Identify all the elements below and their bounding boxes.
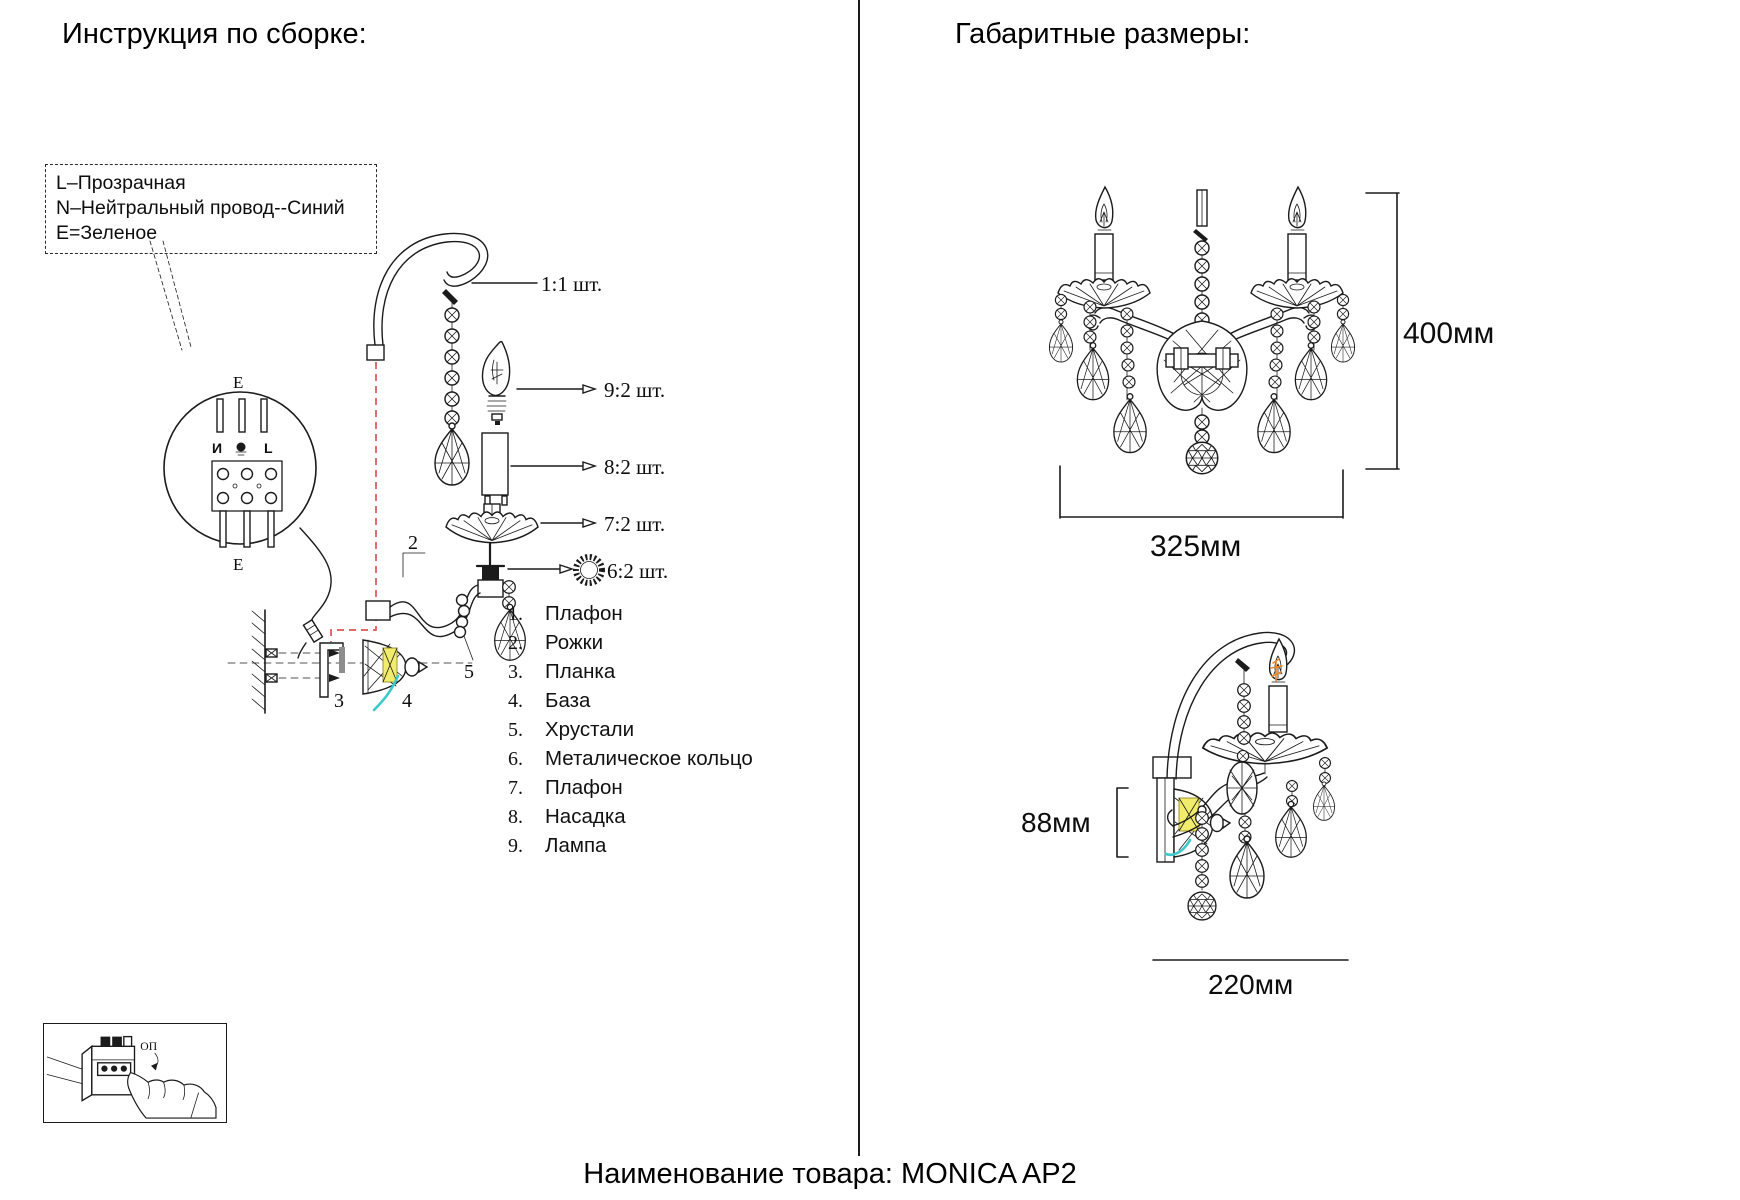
- side-right-crystals: [1276, 758, 1335, 858]
- dimension-depth-upper: [1021, 788, 1128, 857]
- ball-crystal: [1188, 892, 1216, 920]
- parts-list-item: 9. Лампа: [508, 834, 607, 857]
- front-view-drawing: [940, 150, 1560, 580]
- right-section-title: Габаритные размеры:: [955, 18, 1251, 50]
- product-title: [400, 1158, 1260, 1191]
- width-value: 325мм: [1150, 530, 1242, 563]
- wall-plate: [1157, 778, 1174, 862]
- depth-value: 220мм: [1208, 969, 1294, 1000]
- height-value: 400мм: [1403, 317, 1495, 350]
- candle-bulb-9: [482, 342, 665, 425]
- parts-list-item: 7. Плафон: [508, 776, 623, 799]
- ring-teeth: [576, 557, 602, 583]
- candle-left: [1095, 187, 1113, 280]
- circuit-breaker: [82, 1037, 134, 1101]
- bobeche-7: [446, 496, 665, 543]
- earth-symbol: [237, 443, 246, 452]
- supply-wire: [300, 528, 331, 624]
- legend-line-neutral: N–Нейтральный провод--Синий: [56, 196, 345, 219]
- callout-arm-qty: 1:1 шт.: [541, 272, 603, 296]
- terminal-top-label: E: [233, 373, 244, 392]
- dimension-width: [1060, 466, 1343, 563]
- crystal-basket: [1157, 321, 1247, 474]
- sconce-side-view: [1153, 632, 1335, 919]
- bobeche-right: [1251, 279, 1343, 308]
- parts-list-item: 1. Плафон: [508, 602, 623, 625]
- crystals-left: [1049, 294, 1146, 452]
- parts-list-item: 5. Хрустали: [508, 718, 635, 741]
- terminal-live-label: L: [264, 440, 273, 456]
- marker-2-leader: [403, 553, 425, 577]
- parts-list-item: 4. База: [508, 689, 591, 712]
- crystal-cluster: [1227, 762, 1257, 814]
- marker-crystals: 5: [464, 661, 474, 683]
- arm-connector: [366, 601, 390, 620]
- hand: [128, 1073, 216, 1119]
- marker-bracket: 3: [334, 690, 344, 712]
- ball-crystal: [1186, 442, 1218, 474]
- base-knob: [405, 658, 419, 676]
- candle-right: [1288, 187, 1306, 280]
- callout-bobeche-qty: 7:2 шт.: [604, 512, 666, 536]
- left-section-title: Инструкция по сборке:: [62, 18, 367, 50]
- bobeche-left: [1058, 279, 1150, 308]
- bobeche-side: [1203, 733, 1327, 764]
- dimension-depth: [1153, 960, 1348, 1000]
- arm-connector: [367, 345, 384, 360]
- callout-ring-qty: 6:2 шт.: [607, 559, 669, 583]
- candle-side: [1269, 639, 1287, 732]
- legend-line-earth: E=Зеленое: [56, 221, 158, 244]
- chain-clamp: [442, 289, 458, 305]
- base-cover: [363, 640, 427, 712]
- switch-drawing: [44, 1024, 225, 1121]
- power-off-illustration: [43, 1023, 227, 1123]
- parts-list-item: 3. Планка: [508, 660, 616, 683]
- switch-label: ОП: [140, 1040, 158, 1054]
- mounting-screw: [266, 674, 340, 682]
- parts-list-item: 8. Насадка: [508, 805, 626, 828]
- depth-upper-value: 88мм: [1021, 807, 1091, 838]
- chain-clamp: [1235, 658, 1250, 672]
- legend-line-live: L–Прозрачная: [56, 172, 186, 194]
- callout-bulb-qty: 9:2 шт.: [604, 378, 666, 402]
- product-title-value: MONICA AP2: [901, 1158, 1077, 1190]
- wire-plug: [303, 620, 322, 642]
- product-title-label: Наименование товара:: [583, 1158, 893, 1190]
- parts-list-item: 2. Рожки: [508, 631, 604, 654]
- marker-5-leader: [464, 636, 473, 660]
- legend-leader-lines: [150, 241, 191, 350]
- dimension-height: [1366, 193, 1494, 469]
- terminal-bottom-label: E: [233, 555, 244, 574]
- wiring-route-dashed: [331, 362, 376, 642]
- wall-box: [1153, 757, 1191, 778]
- marker-base: 4: [402, 690, 412, 712]
- chain-clamp: [1193, 229, 1208, 242]
- arrow-head: [560, 565, 572, 573]
- parts-list-item: 6. Металическое кольцо: [508, 747, 753, 770]
- marker-arm: 2: [408, 532, 418, 554]
- sconce-front-view: [1049, 187, 1354, 474]
- wall-hatching: [252, 611, 265, 710]
- terminal-block-detail: [164, 373, 331, 658]
- arrow-head: [583, 462, 595, 470]
- assembly-diagram: [0, 0, 860, 1160]
- arrow-head: [583, 519, 595, 527]
- teardrop-crystal: [435, 423, 469, 485]
- terminal-neutral-label: И: [212, 440, 223, 456]
- crystals-right: [1258, 294, 1355, 452]
- teardrop-crystal: [1230, 836, 1264, 898]
- sleeve-nasadka-8: [482, 433, 665, 495]
- wall-mounting: [228, 610, 472, 713]
- side-view-drawing: [920, 560, 1360, 1040]
- socket-block: [482, 567, 499, 580]
- callout-sleeve-qty: 8:2 шт.: [604, 455, 666, 479]
- parts-list: [508, 602, 753, 863]
- arrow-head: [583, 385, 595, 393]
